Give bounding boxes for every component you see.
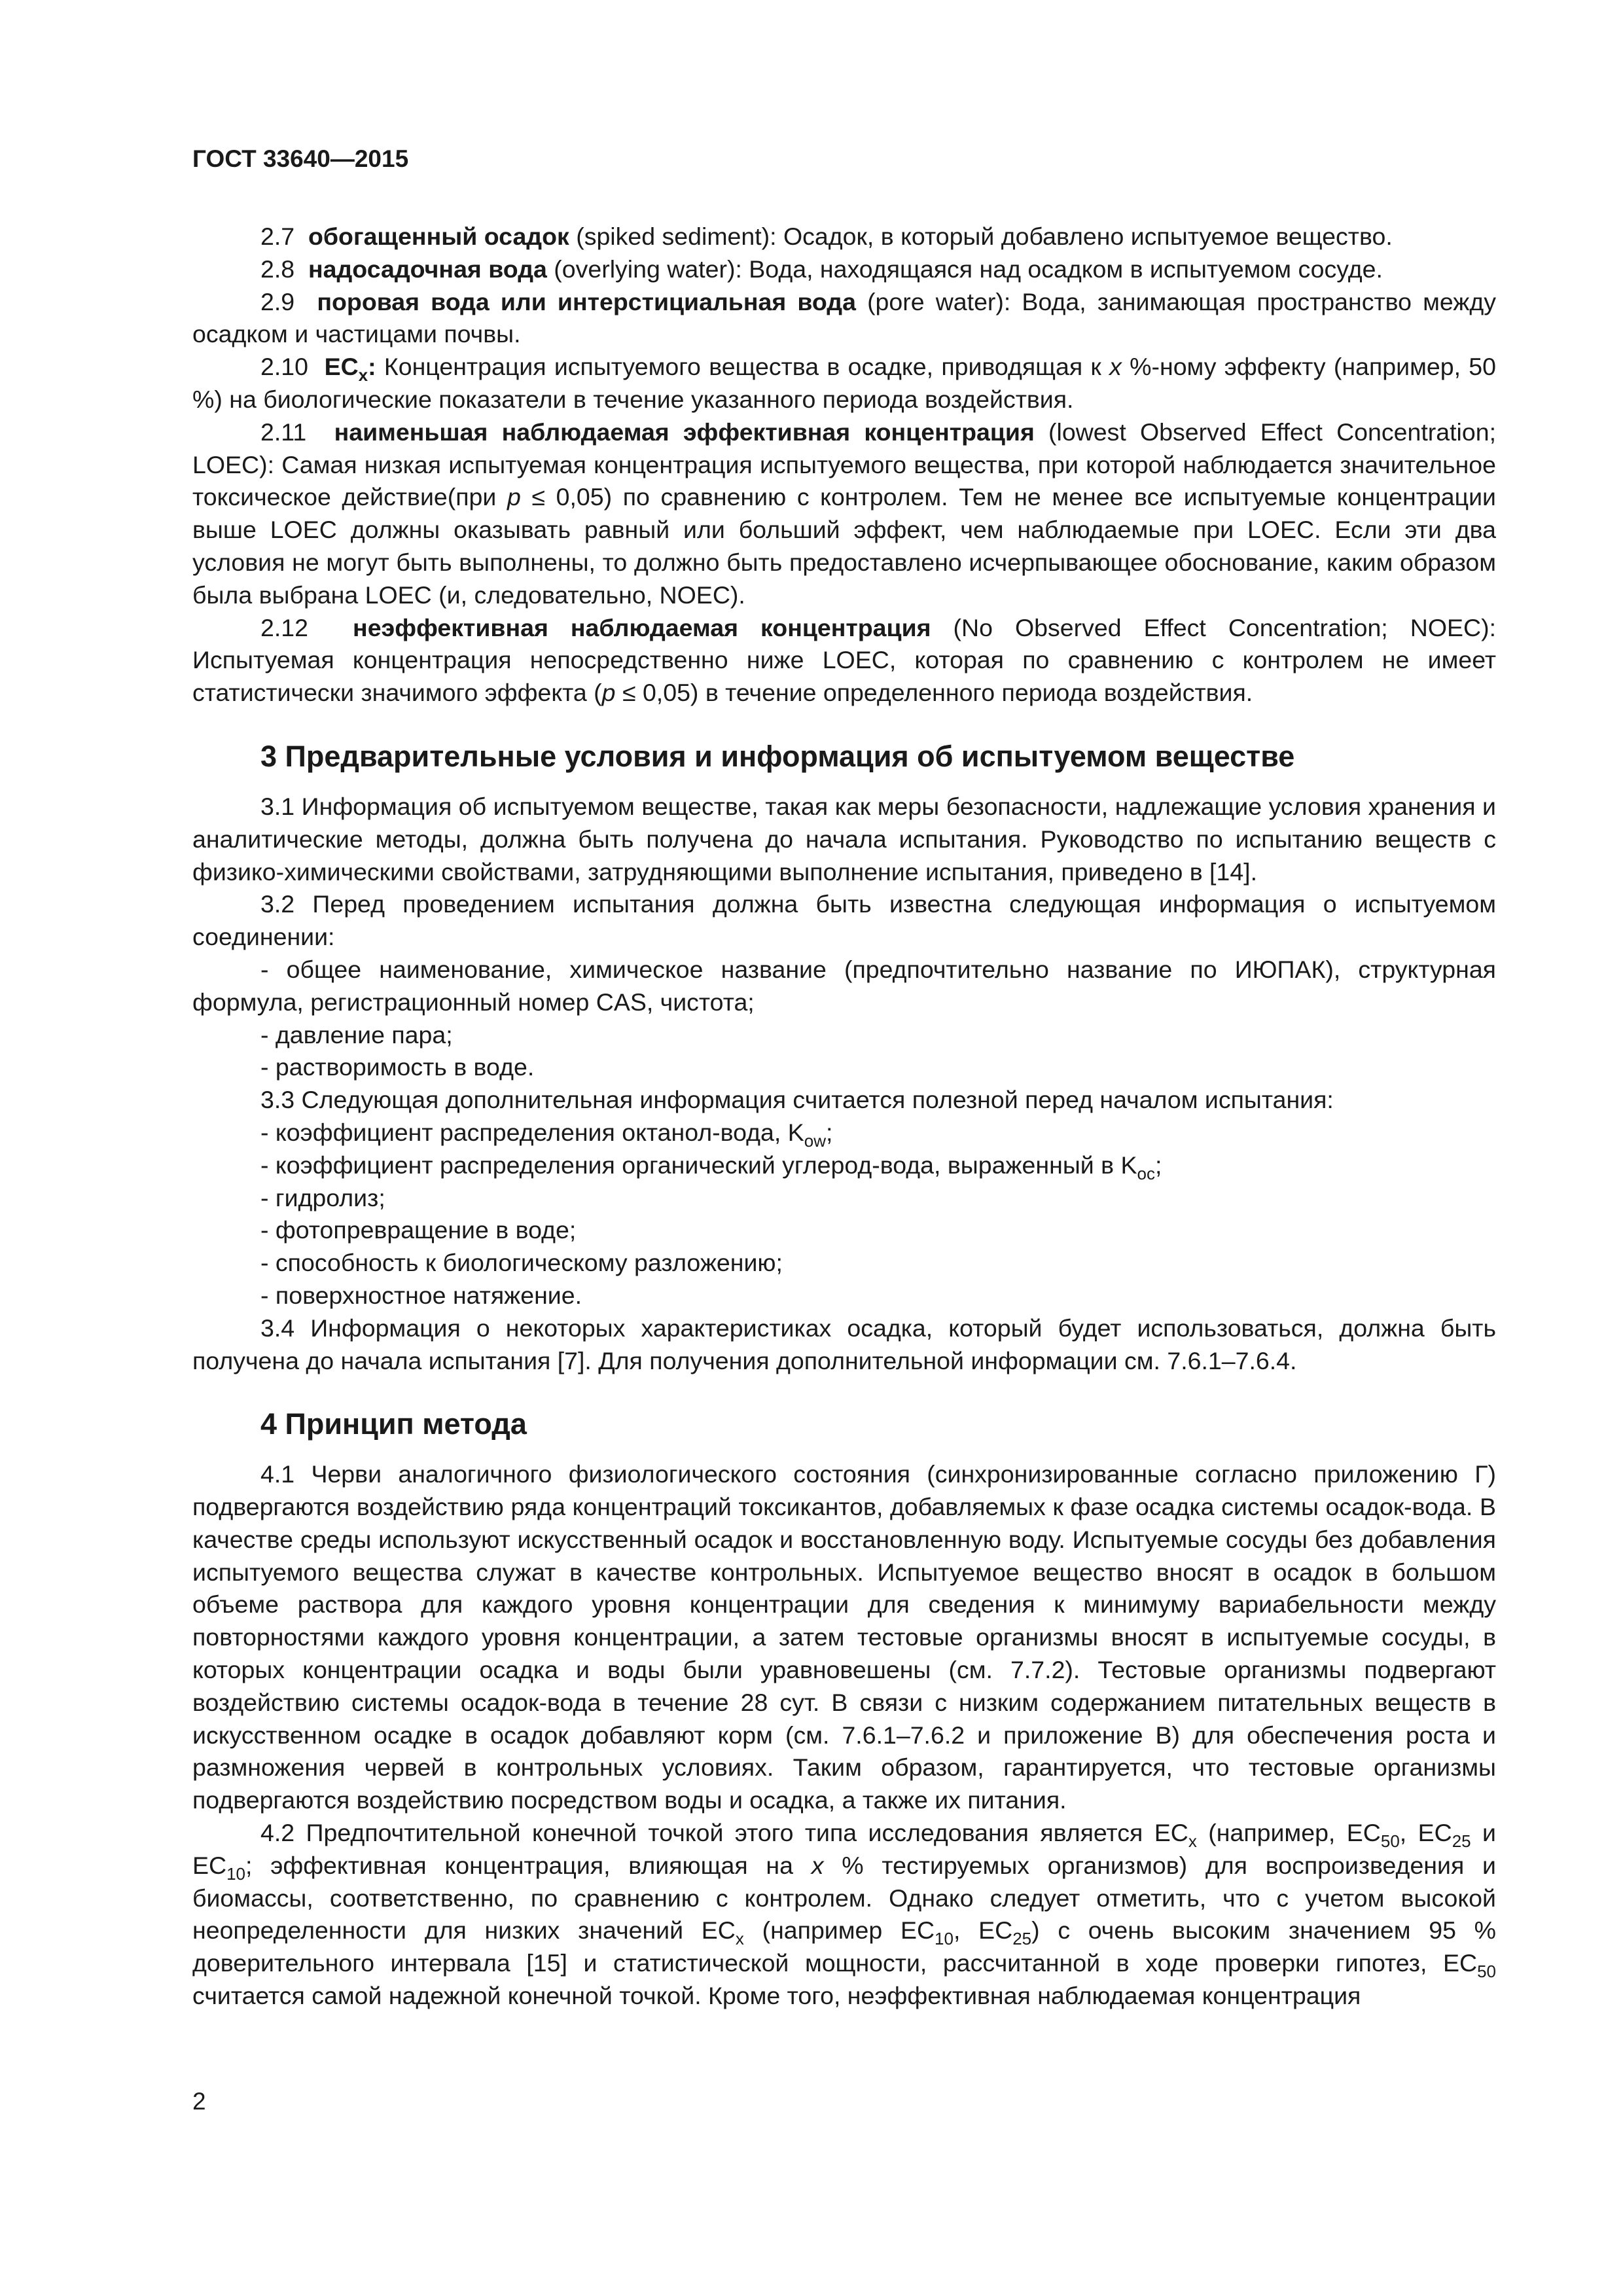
paragraph-4-2: 4.2 Предпочтительной конечной точкой этого типа исследования является $EC_x$ (например, $EC_{50}$, $EC_{25}$ и $EC_{10}$; эффективная концентрация, влияющая на x % тестируемых организмов) для воспроизведения и биомассы, соответственно, по сравнению с контролем. Однако следует отметить, что с учетом высокой неопределенности для низких значений $EC_x$ (например $EC_{10}$, $EC_{25}$) с очень высоким значением 95 % доверительного интервала [15] и статистической мощности, рассчитанной в ходе проверки гипотез, $EC_{50}$ считается самой надежной конечной точкой. Кроме того, неэффективная наблюдаемая концентрация — [192, 1819, 1497, 2010]
term: обогащенный осадок — [308, 223, 569, 250]
paragraph-3-4: 3.4 Информация о некоторых характеристиках осадка, который будет использоваться, должна быть получена до начала испытания [7]. Для получения дополнительной информации см. 7.6.1–7.6.4. — [192, 1314, 1496, 1374]
page-number: 2 — [192, 2088, 206, 2115]
paragraph-3-2: 3.2 Перед проведением испытания должна быть известна следующая информация о испытуемом соединении: — [192, 890, 1496, 951]
document-header: ГОСТ 33640—2015 — [192, 145, 409, 172]
section-4-heading: 4 Принцип метода — [260, 1407, 527, 1441]
list-item: - растворимость в воде. — [260, 1053, 535, 1081]
paragraph-3-3: 3.3 Следующая дополнительная информация считается полезной перед началом испытания: — [260, 1086, 1334, 1114]
list-item: - общее наименование, химическое название (предпочтительно название по ИЮПАК), структурная формула, регистрационный номер CAS, чистота; — [192, 955, 1496, 1016]
paragraph-3-1: 3.1 Информация об испытуемом веществе, такая как меры безопасности, надлежащие условия хранения и аналитические методы, должна быть получена до начала испытания. Руководство по испытанию веществ с физико-химическими свойствами, затрудняющими выполнение испытания, приведено в [14]. — [192, 792, 1496, 886]
definition-2-10: 2.10 $EC_x$: Концентрация испытуемого вещества в осадке, приводящая к x %-ному эффекту (например, 50 %) на биологические показатели в течение указанного периода воздействия. — [192, 353, 1496, 413]
definition-2-9: 2.9 поровая вода или интерстициальная вода (pore water): Вода, занимающая пространство между осадком и частицами почвы. — [192, 287, 1497, 348]
list-item: - фотопревращение в воде; — [260, 1216, 577, 1244]
list-item: - коэффициент распределения органический углерод-вода, выраженный в $K_{oc}$; — [260, 1151, 1162, 1183]
list-item: - давление пара; — [260, 1020, 453, 1049]
list-item: - гидролиз; — [260, 1183, 385, 1211]
term: поровая вода или интерстициальная вода — [317, 287, 856, 315]
definition-2-12: 2.12 неэффективная наблюдаемая концентрация (No Observed Effect Concentration; NOEC): Испытуемая концентрация непосредственно ниже LOEC, которая по сравнению с контролем не имеет статистически значимого эффекта (p ≤ 0,05) в течение определенного периода воздействия. — [192, 613, 1496, 707]
term: наименьшая наблюдаемая эффективная концентрация — [334, 418, 1035, 446]
definition-2-11: 2.11 наименьшая наблюдаемая эффективная концентрация (lowest Observed Effect Concentration; LOEC): Самая низкая испытуемая концентрация испытуемого вещества, при которой наблюдается значительное токсическое действие(при p ≤ 0,05) по сравнению с контролем. Тем не менее все испытуемые концентрации выше LOEC должны оказывать равный или больший эффект, чем наблюдаемые при LOEC. Если эти два условия не могут быть выполнены, то должно быть предоставлено исчерпывающее обоснование, каким образом была выбрана LOEC (и, следовательно, NOEC). — [192, 418, 1497, 609]
term: надосадочная вода — [308, 255, 547, 283]
term: неэффективная наблюдаемая концентрация — [353, 613, 931, 641]
document-body — [192, 221, 1496, 2013]
section-3-heading: 3 Предварительные условия и информация об испытуемом веществе — [260, 739, 1295, 773]
list-item: - способность к биологическому разложению; — [260, 1249, 783, 1277]
list-item: - коэффициент распределения октанол-вода, $K_{ow}$; — [260, 1118, 833, 1151]
term: EC — [324, 353, 359, 381]
list-item: - поверхностное натяжение. — [260, 1281, 582, 1309]
definition-2-8: 2.8 надосадочная вода (overlying water): Вода, находящаяся над осадком в испытуемом сосуде. — [260, 255, 1383, 283]
paragraph-4-1: 4.1 Черви аналогичного физиологического состояния (синхронизированные согласно приложению Г) подвергаются воздействию ряда концентраций токсикантов, добавляемых к фазе осадка системы осадок-вода. В качестве среды используют искусственный осадок и восстановленную воду. Испытуемые сосуды без добавления испытуемого вещества служат в качестве контрольных. Испытуемое вещество вносят в осадок в большом объеме раствора для каждого уровня концентрации для сведения к минимуму вариабельности между повторностями каждого уровня концентрации, а затем тестовые организмы вносят в испытуемые сосуды, в которых концентрации осадка и воды были уравновешены (см. 7.7.2). Тестовые организмы подвергают воздействию системы осадок-вода в течение 28 сут. В связи с низким содержанием питательных веществ в искусственном осадке в осадок добавляют корм (см. 7.6.1–7.6.2 и приложение В) для обеспечения роста и размножения червей в контрольных условиях. Таким образом, гарантируется, что тестовые организмы подвергаются воздействию посредством воды и осадка, а также их питания. — [192, 1460, 1496, 1814]
definition-2-7: 2.7 обогащенный осадок (spiked sediment): Осадок, в который добавлено испытуемое вещество. — [260, 223, 1393, 250]
